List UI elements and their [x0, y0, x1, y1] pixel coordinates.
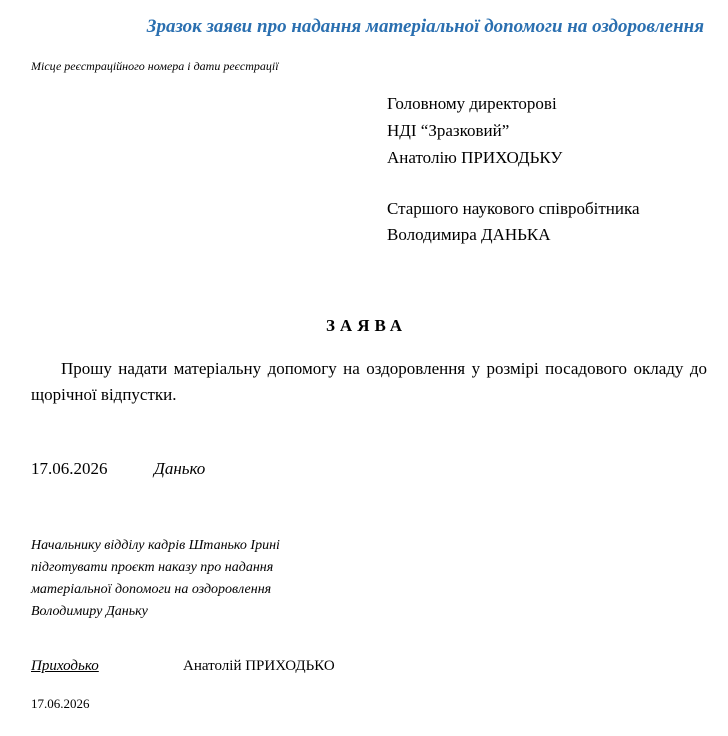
addressee-position: Головному директорові: [387, 94, 557, 113]
approver-name: Анатолій ПРИХОДЬКО: [183, 658, 335, 674]
sender-position: Старшого наукового співробітника: [387, 199, 640, 218]
signature-date: 17.06.2026: [31, 459, 108, 478]
addressee-block: [387, 90, 562, 171]
resolution-line: підготувати проєкт наказу про надання: [31, 560, 274, 575]
addressee-name: Анатолію ПРИХОДЬКУ: [387, 148, 563, 167]
page-title: Зразок заяви про надання матеріальної допомоги на оздоровлення: [146, 16, 704, 37]
addressee-organization: НДІ “Зразковий”: [387, 121, 510, 140]
sender-name: Володимира ДАНЬКА: [387, 225, 551, 244]
document-body: Прошу надати матеріальну допомогу на оздоровлення у розмірі посадового окладу до щорічної відпустки.: [31, 359, 707, 404]
resolution-line: матеріальної допомоги на оздоровлення: [31, 582, 272, 597]
approver-signature: Приходько: [31, 658, 99, 674]
resolution-line: Начальнику відділу кадрів Штанько Ірині: [31, 538, 280, 553]
resolution-block: [31, 535, 280, 623]
signature-name: Данько: [154, 459, 206, 478]
document-heading: ЗАЯВА: [325, 316, 408, 335]
resolution-line: Володимиру Даньку: [31, 604, 148, 619]
approval-date: 17.06.2026: [31, 696, 90, 711]
registration-note: Місце реєстраційного номера і дати реєстрації: [31, 59, 279, 73]
sender-block: [387, 196, 640, 248]
